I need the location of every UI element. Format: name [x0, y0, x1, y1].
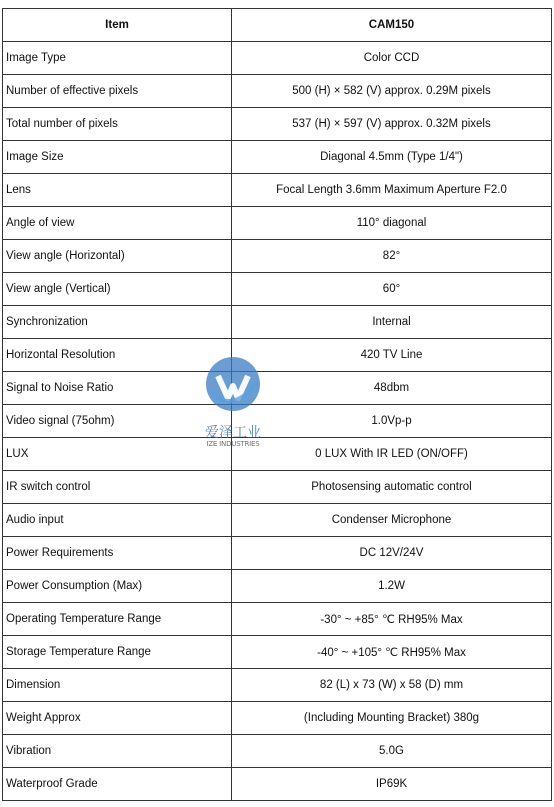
- row-value: 420 TV Line: [232, 339, 552, 372]
- row-label: Power Consumption (Max): [3, 570, 232, 603]
- header-model: CAM150: [232, 9, 552, 42]
- table-header-row: [3, 9, 552, 42]
- table-row: [3, 603, 552, 636]
- row-value: Internal: [232, 306, 552, 339]
- table-row: [3, 537, 552, 570]
- row-label: Image Size: [3, 141, 232, 174]
- table-row: [3, 735, 552, 768]
- row-label: Signal to Noise Ratio: [3, 372, 232, 405]
- row-label: IR switch control: [3, 471, 232, 504]
- row-label: Image Type: [3, 42, 232, 75]
- row-label: Synchronization: [3, 306, 232, 339]
- table-row: [3, 273, 552, 306]
- row-label: Power Requirements: [3, 537, 232, 570]
- watermark-cn-text: 爱泽工业: [205, 425, 261, 441]
- row-value: (Including Mounting Bracket) 380g: [232, 702, 552, 735]
- table-row: [3, 108, 552, 141]
- row-value: 82 (L) x 73 (W) x 58 (D) mm: [232, 669, 552, 702]
- row-value: -30° ~ +85° ℃ RH95% Max: [232, 603, 552, 636]
- row-value: Focal Length 3.6mm Maximum Aperture F2.0: [232, 174, 552, 207]
- row-label: Audio input: [3, 504, 232, 537]
- table-row: [3, 372, 552, 405]
- table-row: [3, 504, 552, 537]
- table-row: [3, 42, 552, 75]
- row-value: 1.0Vp-p: [232, 405, 552, 438]
- table-row: [3, 570, 552, 603]
- table-row: [3, 75, 552, 108]
- table-row: [3, 141, 552, 174]
- table-row: [3, 438, 552, 471]
- row-label: Video signal (75ohm): [3, 405, 232, 438]
- row-value: 537 (H) × 597 (V) approx. 0.32M pixels: [232, 108, 552, 141]
- table-row: [3, 636, 552, 669]
- row-label: Lens: [3, 174, 232, 207]
- table-row: [3, 207, 552, 240]
- row-label: Number of effective pixels: [3, 75, 232, 108]
- row-value: -40° ~ +105° ℃ RH95% Max: [232, 636, 552, 669]
- row-value: Color CCD: [232, 42, 552, 75]
- row-label: Angle of view: [3, 207, 232, 240]
- table-row: [3, 471, 552, 504]
- row-value: 48dbm: [232, 372, 552, 405]
- table-row: [3, 768, 552, 801]
- row-label: Operating Temperature Range: [3, 603, 232, 636]
- row-label: Dimension: [3, 669, 232, 702]
- row-label: View angle (Horizontal): [3, 240, 232, 273]
- row-label: Weight Approx: [3, 702, 232, 735]
- table-row: [3, 174, 552, 207]
- row-label: LUX: [3, 438, 232, 471]
- row-label: Vibration: [3, 735, 232, 768]
- table-row: [3, 306, 552, 339]
- watermark-en-text: IZE INDUSTRIES: [206, 440, 260, 448]
- row-value: 60°: [232, 273, 552, 306]
- spec-table: [2, 8, 552, 801]
- row-value: 110° diagonal: [232, 207, 552, 240]
- row-label: Horizontal Resolution: [3, 339, 232, 372]
- row-value: 5.0G: [232, 735, 552, 768]
- row-value: DC 12V/24V: [232, 537, 552, 570]
- table-row: [3, 669, 552, 702]
- row-value: 500 (H) × 582 (V) approx. 0.29M pixels: [232, 75, 552, 108]
- row-label: Storage Temperature Range: [3, 636, 232, 669]
- row-value: IP69K: [232, 768, 552, 801]
- table-row: [3, 339, 552, 372]
- row-value: 1.2W: [232, 570, 552, 603]
- row-label: View angle (Vertical): [3, 273, 232, 306]
- row-value: Condenser Microphone: [232, 504, 552, 537]
- row-label: Total number of pixels: [3, 108, 232, 141]
- row-value: 82°: [232, 240, 552, 273]
- row-label: Waterproof Grade: [3, 768, 232, 801]
- row-value: 0 LUX With IR LED (ON/OFF): [232, 438, 552, 471]
- table-row: [3, 702, 552, 735]
- row-value: Photosensing automatic control: [232, 471, 552, 504]
- table-row: [3, 405, 552, 438]
- table-row: [3, 240, 552, 273]
- header-item: Item: [3, 9, 232, 42]
- row-value: Diagonal 4.5mm (Type 1/4"): [232, 141, 552, 174]
